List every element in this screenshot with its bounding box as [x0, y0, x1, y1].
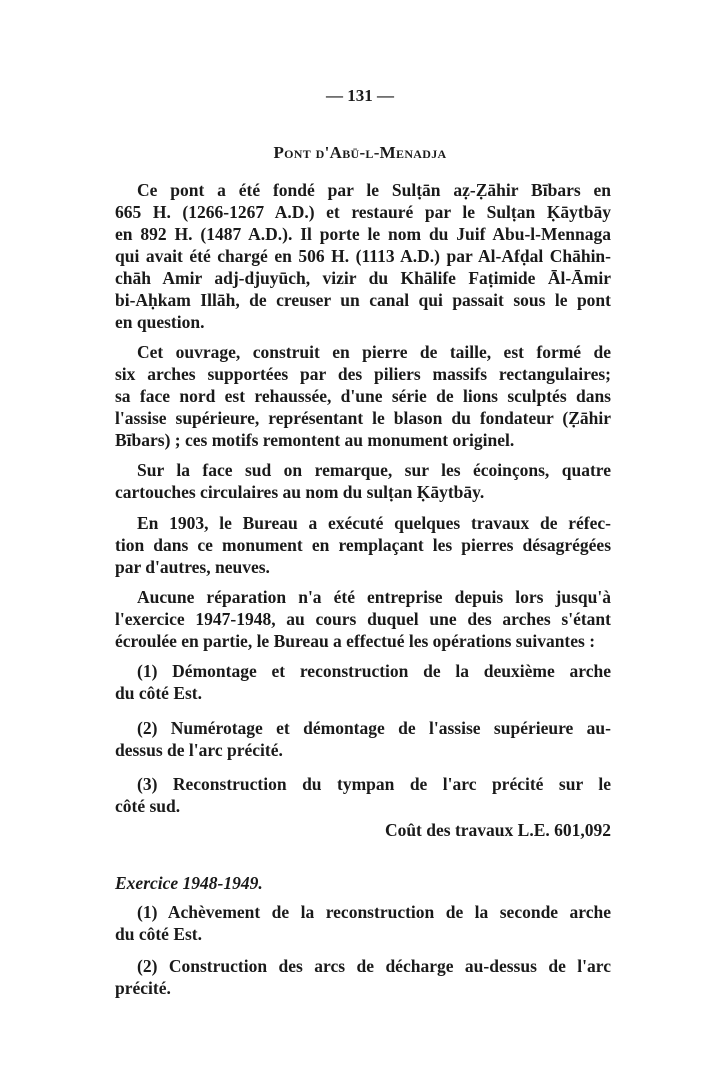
cost-line: Coût des travaux L.E. 601,092 [384, 820, 611, 840]
text-line: six arches supportées par des piliers massifs rectangulaires; [115, 364, 611, 384]
text-line: tion dans ce monument en remplaçant les pierres désagrégées [115, 535, 611, 555]
text-line: cartouches circulaires au nom du sulṭan Ḳāytbāy. [115, 482, 485, 502]
text-line: (2) Construction des arcs de décharge au-dessus de l'arc [137, 956, 611, 976]
text-line: (3) Reconstruction du tympan de l'arc précité sur le [137, 774, 611, 794]
text-line: Sur la face sud on remarque, sur les écoinçons, quatre [137, 460, 611, 480]
text-line: qui avait été chargé en 506 H. (1113 A.D.) par Al-Afḍal Chāhin- [115, 246, 611, 266]
text-line: dessus de l'arc précité. [115, 740, 283, 760]
section-title: Pont d'Abū-l-Menadja [273, 143, 447, 162]
text-line: (1) Démontage et reconstruction de la deuxième arche [137, 661, 611, 681]
text-line: 665 H. (1266-1267 A.D.) et restauré par le Sulṭan Ḳāytbāy [115, 202, 611, 222]
text-line: Ce pont a été fondé par le Sulṭān aẓ-Ẓāhir Bībars en [137, 180, 611, 200]
text-line: (2) Numérotage et démontage de l'assise supérieure au- [137, 718, 611, 738]
text-line: Bībars) ; ces motifs remontent au monument originel. [115, 430, 515, 450]
paragraph [115, 459, 611, 503]
text-line: par d'autres, neuves. [115, 557, 270, 577]
text-line: côté sud. [115, 796, 181, 816]
paragraph [115, 773, 611, 817]
text-line: précité. [115, 978, 171, 998]
exercise-heading: Exercice 1948-1949. [115, 873, 263, 893]
text-line: chāh Amir adj-djuyūch, vizir du Khālife Faṭimide Āl-Āmir [115, 268, 611, 288]
paragraph [115, 512, 611, 578]
page-number: — 131 — [326, 86, 394, 105]
text-line: écroulée en partie, le Bureau a effectué les opérations suivantes : [115, 631, 596, 651]
text-line: l'assise supérieure, représentant le blason du fondateur (Ẓāhir [115, 408, 611, 428]
text-line: Cet ouvrage, construit en pierre de taille, est formé de [137, 342, 611, 362]
paragraph [115, 341, 611, 451]
text-line: En 1903, le Bureau a exécuté quelques travaux de réfec- [137, 513, 611, 533]
text-line: en 892 H. (1487 A.D.). Il porte le nom du Juif Abu-l-Mennaga [115, 224, 611, 244]
paragraph [115, 660, 611, 704]
paragraph [115, 955, 611, 999]
paragraph [115, 901, 611, 945]
text-line: Aucune réparation n'a été entreprise depuis lors jusqu'à [137, 587, 611, 607]
text-line: du côté Est. [115, 683, 203, 703]
text-line: bi-Aḥkam Illāh, de creuser un canal qui passait sous le pont [115, 290, 611, 310]
text-line: du côté Est. [115, 924, 203, 944]
text-line: sa face nord est rehaussée, d'une série de lions sculptés dans [115, 386, 611, 406]
paragraph [115, 717, 611, 761]
paragraph [115, 179, 611, 333]
text-line: l'exercice 1947-1948, au cours duquel une des arches s'étant [115, 609, 611, 629]
text-line: en question. [115, 312, 205, 332]
paragraph [115, 586, 611, 652]
text-line: (1) Achèvement de la reconstruction de la seconde arche [137, 902, 611, 922]
